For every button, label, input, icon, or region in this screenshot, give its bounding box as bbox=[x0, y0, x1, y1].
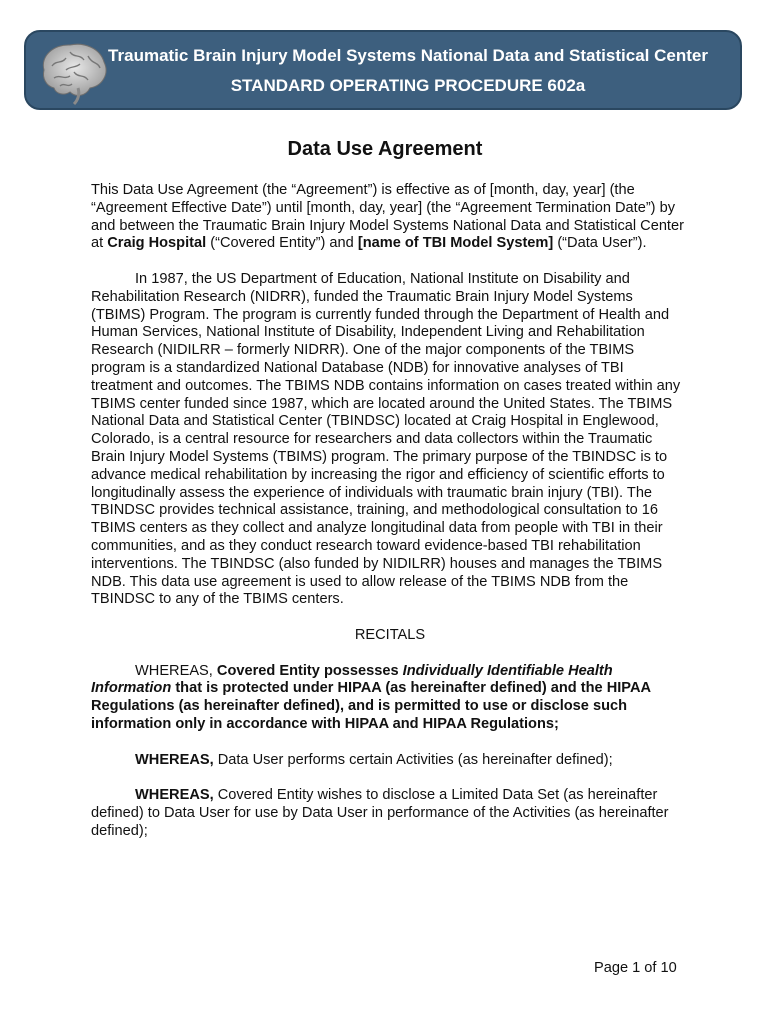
intro-text-3: (“Data User”). bbox=[553, 235, 647, 252]
intro-paragraph bbox=[91, 182, 689, 253]
background-paragraph: In 1987, the US Department of Education, National Institute on Disability and Rehabilitation Research (NIDRR), funded the Traumatic Brain Injury Model Systems (TBIMS) Program. The program is currently funded through the Department of Health and Human Services, National Institute of Disability, Independent Living and Rehabilitation Research (NIDILRR – formerly NIDRR). One of the major components of the TBIMS program is a standardized National Database (NDB) for innovative analyses of TBI treatment and outcomes. The TBIMS NDB contains information on cases treated within any TBIMS center funded since 1987, which are located around the United States. The TBIMS National Data and Statistical Center (TBINDSC) located at Craig Hospital in Englewood, Colorado, is a central resource for researchers and data collectors within the Traumatic Brain Injury Model Systems (TBIMS) program. The primary purpose of the TBINDSC is to advance medical rehabilitation by increasing the rigor and efficiency of scientific efforts to longitudinally assess the experience of individuals with traumatic brain injury (TBI). The TBINDSC provides technical assistance, training, and methodological consultation to 16 TBIMS centers as they collect and analyze longitudinal data from people with TBI in their communities, and as they conduct research toward evidence-based TBI rehabilitation interventions. The TBINDSC (also funded by NIDILRR) houses and manages the TBIMS NDB. This data use agreement is used to allow release of the TBIMS NDB from the TBINDSC to any of the TBIMS centers. bbox=[91, 270, 681, 608]
header-banner bbox=[24, 30, 742, 110]
whereas-paragraph-3 bbox=[91, 787, 689, 840]
document-body bbox=[91, 182, 689, 858]
intro-text-2: (“Covered Entity”) and bbox=[206, 235, 358, 252]
header-title: Traumatic Brain Injury Model Systems National Data and Statistical Center bbox=[108, 46, 708, 65]
page-number: Page 1 of 10 bbox=[594, 960, 677, 976]
whereas3-text: Covered Entity wishes to disclose a Limited Data Set (as hereinafter defined) to Data User for use by Data User in performance of the Activities (as hereinafter defined); bbox=[91, 787, 669, 839]
whereas-paragraph-1 bbox=[91, 663, 689, 734]
whereas1-bold-italic: Individually Identifiable Health Information bbox=[91, 662, 613, 697]
recitals-heading: RECITALS bbox=[354, 626, 426, 643]
covered-entity-name: Craig Hospital bbox=[107, 235, 207, 252]
whereas-paragraph-2 bbox=[91, 752, 689, 770]
whereas1-lead: WHEREAS, bbox=[135, 662, 217, 679]
whereas2-text: Data User performs certain Activities (as hereinafter defined); bbox=[213, 751, 613, 768]
intro-text-1: This Data Use Agreement (the “Agreement”) is effective as of [month, day, year] (the “Agreement Effective Date”) until [month, day, year] (the “Agreement Termination Date”) by and between the Traumatic Brain Injury Model Systems National Data and Statistical Center at bbox=[91, 182, 684, 252]
whereas2-lead: WHEREAS, bbox=[135, 751, 214, 768]
whereas1-bold-2: that is protected under HIPAA (as hereinafter defined) and the HIPAA Regulations (as hereinafter defined), and is permitted to use or disclose such information only in accordance with HIPAA and HIPAA Regulations; bbox=[91, 680, 651, 732]
whereas1-bold-1: Covered Entity possesses bbox=[216, 662, 403, 679]
data-user-name: [name of TBI Model System] bbox=[357, 235, 554, 252]
document-title: Data Use Agreement bbox=[287, 138, 483, 160]
header-subtitle: STANDARD OPERATING PROCEDURE 602a bbox=[230, 76, 586, 95]
whereas3-lead: WHEREAS, bbox=[135, 787, 214, 804]
